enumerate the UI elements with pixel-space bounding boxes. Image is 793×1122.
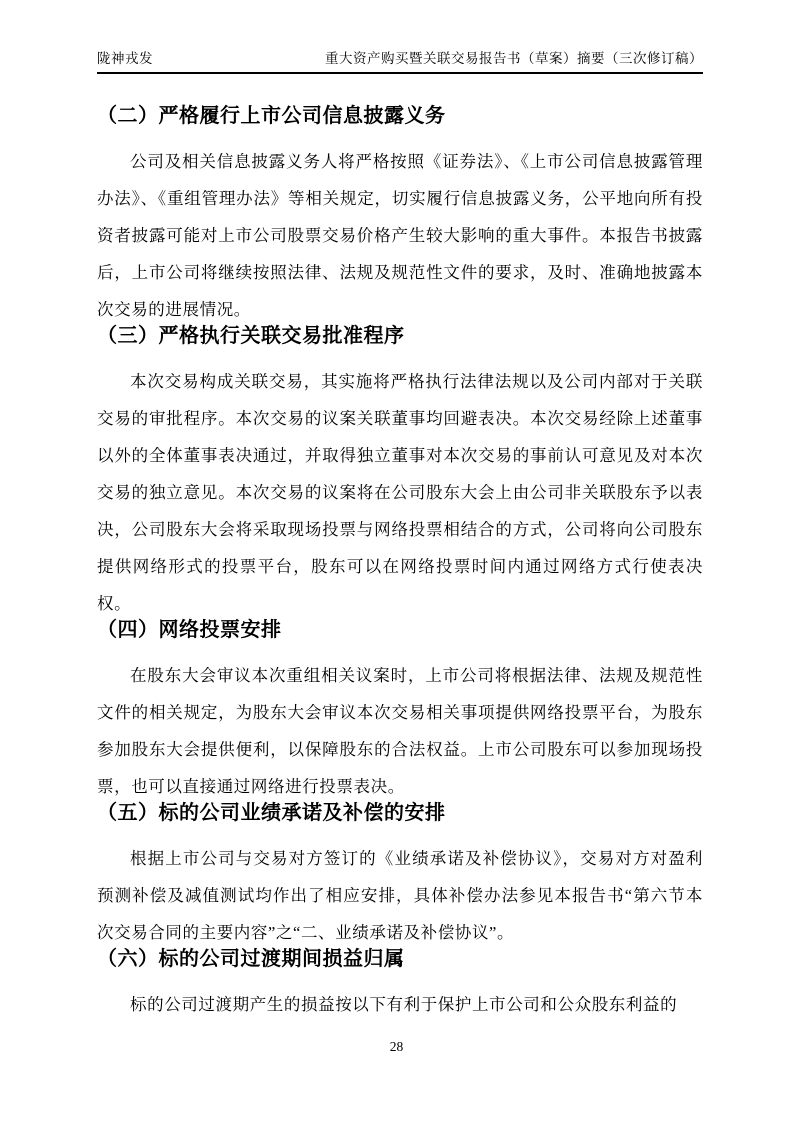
section-heading: （三）严格执行关联交易批准程序 (97, 325, 405, 347)
section-performance-commitment (97, 800, 703, 951)
section-paragraph: 根据上市公司与交易对方签订的《业绩承诺及补偿协议》，交易对方对盈利预测补偿及减值测试均作出了相应安排，具体补偿办法参见本报告书“第六节本次交易合同的主要内容”之“二、业绩承诺及补偿协议”。 (97, 849, 703, 942)
section-paragraph: 在股东大会审议本次重组相关议案时，上市公司将根据法律、法规及规范性文件的相关规定，为股东大会审议本次交易相关事项提供网络投票平台，为股东参加股东大会提供便利，以保障股东的合法权益。上市公司股东可以参加现场投票，也可以直接通过网络进行投票表决。 (97, 666, 703, 796)
section-heading: （五）标的公司业绩承诺及补偿的安排 (97, 802, 446, 824)
page-footer (0, 1038, 793, 1056)
section-related-transaction-approval (97, 323, 703, 622)
page-header (97, 50, 703, 74)
section-heading: （二）严格履行上市公司信息披露义务 (97, 105, 446, 127)
document-body (97, 78, 703, 1023)
section-heading: （六）标的公司过渡期间损益归属 (97, 948, 405, 970)
page-number: 28 (389, 1039, 404, 1054)
section-paragraph: 公司及相关信息披露义务人将严格按照《证券法》、《上市公司信息披露管理办法》、《重组管理办法》等相关规定，切实履行信息披露义务，公平地向所有投资者披露可能对上市公司股票交易价格产生较大影响的重大事件。本报告书披露后，上市公司将继续按照法律、法规及规范性文件的要求，及时、准确地披露本次交易的进展情况。 (97, 152, 703, 319)
section-online-voting (97, 617, 703, 805)
section-heading: （四）网络投票安排 (97, 619, 282, 641)
section-information-disclosure (97, 103, 703, 328)
section-paragraph: 标的公司过渡期产生的损益按以下有利于保护上市公司和公众股东利益的 (130, 995, 678, 1014)
section-transition-period-profit-loss (97, 946, 703, 1023)
header-company-name: 陇神戎发 (97, 51, 153, 66)
section-paragraph: 本次交易构成关联交易，其实施将严格执行法律法规以及公司内部对于关联交易的审批程序。本次交易的议案关联董事均回避表决。本次交易经除上述董事以外的全体董事表决通过，并取得独立董事对本次交易的事前认可意见及对本次交易的独立意见。本次交易的议案将在公司股东大会上由公司非关联股东予以表决，公司股东大会将采取现场投票与网络投票相结合的方式，公司将向公司股东提供网络形式的投票平台，股东可以在网络投票时间内通过网络方式行使表决权。 (97, 372, 703, 613)
header-document-title: 重大资产购买暨关联交易报告书（草案）摘要（三次修订稿） (325, 51, 703, 66)
